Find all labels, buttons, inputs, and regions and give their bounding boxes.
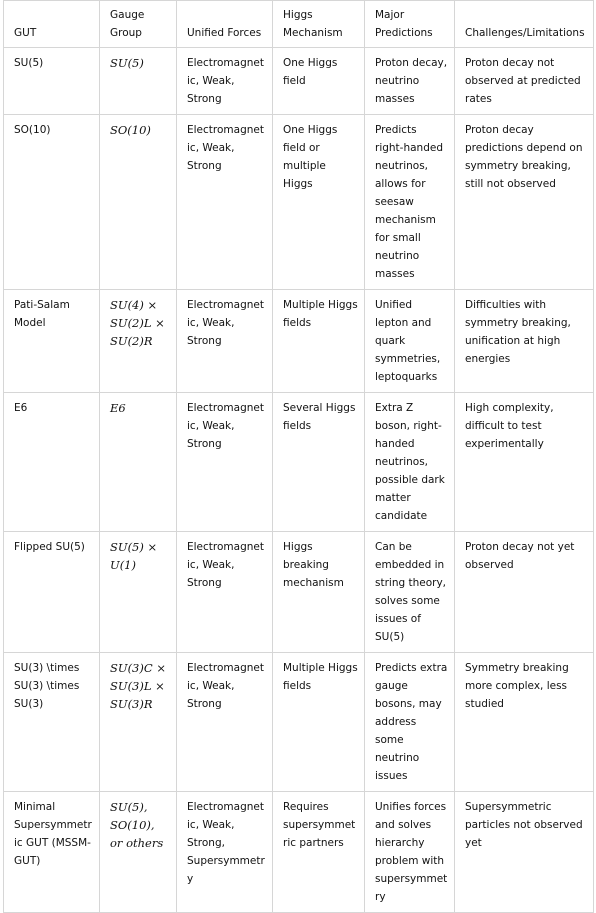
cell-unified-forces: Electromagnetic, Weak, Strong bbox=[177, 653, 273, 792]
header-higgs-mechanism: Higgs Mechanism bbox=[273, 1, 365, 48]
cell-gut: SO(10) bbox=[4, 115, 100, 290]
cell-gut: Pati-Salam Model bbox=[4, 290, 100, 393]
cell-higgs-mechanism: Multiple Higgs fields bbox=[273, 290, 365, 393]
table-row bbox=[4, 393, 594, 532]
header-challenges: Challenges/Limitations bbox=[455, 1, 594, 48]
cell-gauge-group: SU(5) bbox=[100, 48, 177, 115]
cell-gut: SU(3) \times SU(3) \times SU(3) bbox=[4, 653, 100, 792]
cell-challenges: Symmetry breaking more complex, less studied bbox=[455, 653, 594, 792]
cell-major-predictions: Proton decay, neutrino masses bbox=[365, 48, 455, 115]
cell-unified-forces: Electromagnetic, Weak, Strong bbox=[177, 393, 273, 532]
cell-gauge-group: SU(4) × SU(2)L × SU(2)R bbox=[100, 290, 177, 393]
cell-gut: Flipped SU(5) bbox=[4, 532, 100, 653]
cell-challenges: Proton decay predictions depend on symmetry breaking, still not observed bbox=[455, 115, 594, 290]
cell-gut: SU(5) bbox=[4, 48, 100, 115]
cell-challenges: Supersymmetric particles not observed yet bbox=[455, 792, 594, 913]
table-row bbox=[4, 48, 594, 115]
cell-challenges: High complexity, difficult to test experimentally bbox=[455, 393, 594, 532]
cell-unified-forces: Electromagnetic, Weak, Strong bbox=[177, 48, 273, 115]
cell-major-predictions: Predicts extra gauge bosons, may address some neutrino issues bbox=[365, 653, 455, 792]
cell-gauge-group: SU(5) × U(1) bbox=[100, 532, 177, 653]
cell-higgs-mechanism: Requires supersymmetric partners bbox=[273, 792, 365, 913]
cell-unified-forces: Electromagnetic, Weak, Strong bbox=[177, 115, 273, 290]
cell-gauge-group: SU(5), SO(10), or others bbox=[100, 792, 177, 913]
cell-gauge-group: E6 bbox=[100, 393, 177, 532]
cell-gauge-group: SU(3)C × SU(3)L × SU(3)R bbox=[100, 653, 177, 792]
cell-gut: Minimal Supersymmetric GUT (MSSM-GUT) bbox=[4, 792, 100, 913]
cell-unified-forces: Electromagnetic, Weak, Strong bbox=[177, 290, 273, 393]
header-unified-forces: Unified Forces bbox=[177, 1, 273, 48]
cell-gauge-group: SO(10) bbox=[100, 115, 177, 290]
gut-comparison-table bbox=[3, 0, 594, 913]
cell-unified-forces: Electromagnetic, Weak, Strong, Supersymmetry bbox=[177, 792, 273, 913]
cell-unified-forces: Electromagnetic, Weak, Strong bbox=[177, 532, 273, 653]
table-row bbox=[4, 792, 594, 913]
table-row bbox=[4, 290, 594, 393]
cell-major-predictions: Can be embedded in string theory, solves some issues of SU(5) bbox=[365, 532, 455, 653]
header-major-predictions: Major Predictions bbox=[365, 1, 455, 48]
cell-challenges: Difficulties with symmetry breaking, unification at high energies bbox=[455, 290, 594, 393]
header-row bbox=[4, 1, 594, 48]
cell-higgs-mechanism: Higgs breaking mechanism bbox=[273, 532, 365, 653]
table-row bbox=[4, 653, 594, 792]
table-row bbox=[4, 532, 594, 653]
header-gut: GUT bbox=[4, 1, 100, 48]
cell-higgs-mechanism: Several Higgs fields bbox=[273, 393, 365, 532]
cell-higgs-mechanism: One Higgs field bbox=[273, 48, 365, 115]
header-gauge-group: Gauge Group bbox=[100, 1, 177, 48]
cell-major-predictions: Unified lepton and quark symmetries, leptoquarks bbox=[365, 290, 455, 393]
cell-major-predictions: Predicts right-handed neutrinos, allows for seesaw mechanism for small neutrino masses bbox=[365, 115, 455, 290]
cell-challenges: Proton decay not observed at predicted rates bbox=[455, 48, 594, 115]
cell-higgs-mechanism: Multiple Higgs fields bbox=[273, 653, 365, 792]
cell-gut: E6 bbox=[4, 393, 100, 532]
cell-higgs-mechanism: One Higgs field or multiple Higgs bbox=[273, 115, 365, 290]
cell-major-predictions: Extra Z boson, right-handed neutrinos, possible dark matter candidate bbox=[365, 393, 455, 532]
table-row bbox=[4, 115, 594, 290]
cell-challenges: Proton decay not yet observed bbox=[455, 532, 594, 653]
cell-major-predictions: Unifies forces and solves hierarchy problem with supersymmetry bbox=[365, 792, 455, 913]
